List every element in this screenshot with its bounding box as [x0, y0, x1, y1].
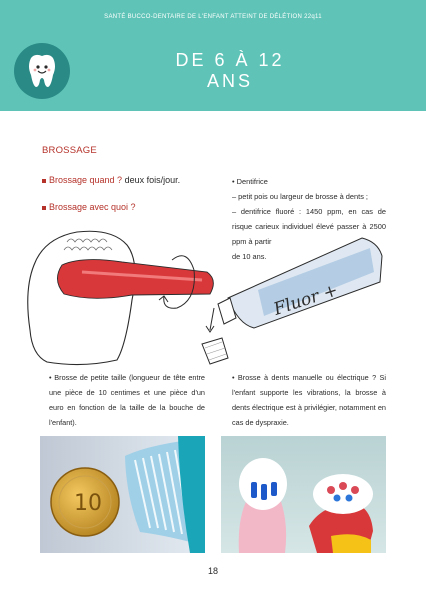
- dentifrice-line-3: de 10 ans.: [232, 252, 267, 261]
- dentifrice-line-1: – petit pois ou largeur de brosse à dents ;: [232, 192, 368, 201]
- brush-type-text: • Brosse à dents manuelle ou électrique ? Si l'enfant supporte les vibrations, la brosse à dents électrique est à privilégier, notamment en cas de dyspraxie.: [232, 373, 386, 427]
- question-label: Brossage quand ?: [49, 175, 123, 185]
- question-with-what: [42, 202, 136, 212]
- page-number: 18: [207, 566, 218, 576]
- bullet-icon: [42, 179, 46, 183]
- dentifrice-heading: • Dentifrice: [232, 177, 268, 186]
- page-header: [0, 0, 426, 111]
- page-title: DE 6 À 12 ANS: [175, 50, 285, 91]
- question-answer: deux fois/jour.: [122, 175, 181, 185]
- toothbrush-heads-photo: [221, 436, 386, 553]
- bullet-icon: [42, 206, 46, 210]
- tooth-mascot-icon: [13, 42, 71, 100]
- toothbrush-toothpaste-illustration: [22, 220, 392, 370]
- coin-toothbrush-photo: [40, 436, 205, 553]
- brush-head-outline: [28, 231, 135, 364]
- tube-label: Fluor +: [271, 280, 341, 320]
- brush-size-text: • Brosse de petite taille (longueur de tête entre une pièce de 10 centimes et une pièce d'un euro en fonction de la taille de la bouche de l'enfant).: [49, 373, 205, 427]
- dentifrice-line-2: – dentifrice fluoré : 1450 ppm, en cas de risque carieux individuel élevé passer à 2500 ppm à partir: [232, 207, 386, 246]
- section-title: BROSSAGE: [42, 145, 97, 156]
- question-when: [42, 175, 180, 185]
- question-label: Brossage avec quoi ?: [49, 202, 136, 212]
- coin-value: 10: [74, 491, 102, 516]
- bristles-icon: [64, 239, 112, 250]
- tube-cap: [202, 338, 228, 364]
- header-subtitle: SANTÉ BUCCO-DENTAIRE DE L'ENFANT ATTEINT DE DÉLÉTION 22q11: [104, 14, 322, 20]
